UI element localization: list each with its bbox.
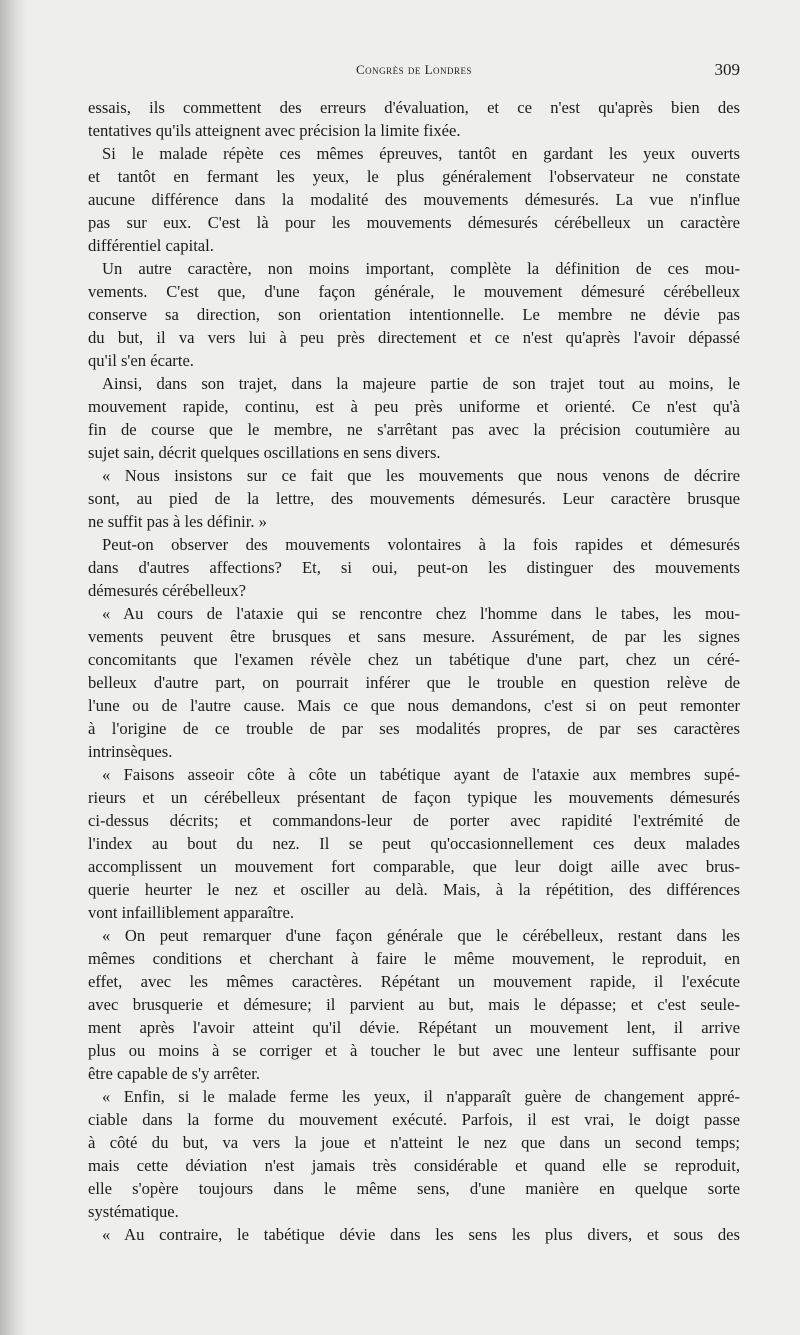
text-line: « Faisons asseoir côte à côte un tabétique ayant de l'ataxie aux membres supé-	[102, 765, 740, 784]
text-line: ci-dessus décrits; et commandons-leur de porter avec rapidité l'extrémité de	[88, 811, 740, 830]
text-line: « Au cours de l'ataxie qui se rencontre chez l'homme dans le tabes, les mou-	[102, 604, 740, 623]
text-line: plus ou moins à se corriger et à toucher le but avec une lenteur suffisante pour	[88, 1041, 740, 1060]
text-line: et tantôt en fermant les yeux, le plus généralement l'observateur ne constate	[88, 167, 740, 186]
text-line: du but, il va vers lui à peu près directement et ce n'est qu'après l'avoir dépassé	[88, 328, 740, 347]
paragraph	[88, 257, 740, 372]
text-line: intrinsèques.	[88, 742, 173, 761]
text-line: Un autre caractère, non moins important, complète la définition de ces mou-	[102, 259, 740, 278]
text-line: aucune différence dans la modalité des mouvements démesurés. La vue n'influe	[88, 190, 740, 209]
text-line: vements. C'est que, d'une façon générale, le mouvement démesuré cérébelleux	[88, 282, 740, 301]
text-line: l'index au bout du nez. Il se peut qu'occasionnellement ces deux malades	[88, 834, 740, 853]
text-line: essais, ils commettent des erreurs d'évaluation, et ce n'est qu'après bien des	[88, 98, 740, 117]
text-line: querie heurter le nez et osciller au delà. Mais, à la répétition, des différences	[88, 880, 740, 899]
text-line: « Au contraire, le tabétique dévie dans les sens les plus divers, et sous des	[102, 1225, 740, 1244]
text-line: accomplissent un mouvement fort comparable, que leur doigt aille avec brus-	[88, 857, 740, 876]
text-line: démesurés cérébelleux?	[88, 581, 247, 600]
text-line: mêmes conditions et cherchant à faire le même mouvement, le reproduit, en	[88, 949, 740, 968]
text-line: « On peut remarquer d'une façon générale que le cérébelleux, restant dans les	[102, 926, 740, 945]
paragraph	[88, 142, 740, 257]
text-line: avec brusquerie et démesure; il parvient au but, mais le dépasse; et c'est seule-	[88, 995, 740, 1014]
text-line: l'une ou de l'autre cause. Mais ce que nous demandons, c'est si on peut remonter	[88, 696, 740, 715]
text-line: effet, avec les mêmes caractères. Répétant un mouvement rapide, il l'exécute	[88, 972, 740, 991]
paragraph	[88, 763, 740, 924]
text-line: mais cette déviation n'est jamais très considérable et quand elle se reproduit,	[88, 1156, 740, 1175]
text-line: tentatives qu'ils atteignent avec précision la limite fixée.	[88, 121, 461, 140]
paragraph	[88, 96, 740, 142]
text-line: à côté du but, va vers la joue et n'atteint le nez que dans un second temps;	[88, 1133, 740, 1152]
text-line: vont infailliblement apparaître.	[88, 903, 294, 922]
paragraph	[88, 372, 740, 464]
text-line: ciable dans la forme du mouvement exécuté. Parfois, il est vrai, le doigt passe	[88, 1110, 740, 1129]
text-line: Peut-on observer des mouvements volontaires à la fois rapides et démesurés	[102, 535, 740, 554]
text-line: être capable de s'y arrêter.	[88, 1064, 261, 1083]
text-line: ne suffit pas à les définir. »	[88, 512, 267, 531]
text-line: différentiel capital.	[88, 236, 214, 255]
text-line: vements peuvent être brusques et sans mesure. Assurément, de par les signes	[88, 627, 740, 646]
text-line: systématique.	[88, 1202, 179, 1221]
text-line: qu'il s'en écarte.	[88, 351, 194, 370]
page-header	[88, 60, 740, 82]
paragraph	[88, 924, 740, 1085]
text-line: sont, au pied de la lettre, des mouvements démesurés. Leur caractère brusque	[88, 489, 740, 508]
text-line: à l'origine de ce trouble de par ses modalités propres, de par ses caractères	[88, 719, 740, 738]
paragraph	[88, 464, 740, 533]
text-line: elle s'opère toujours dans le même sens, d'une manière en quelque sorte	[88, 1179, 740, 1198]
text-line: dans d'autres affections? Et, si oui, peut-on les distinguer des mouvements	[88, 558, 740, 577]
text-line: « Enfin, si le malade ferme les yeux, il n'apparaît guère de changement appré-	[102, 1087, 740, 1106]
text-line: rieurs et un cérébelleux présentant de façon typique les mouvements démesurés	[88, 788, 740, 807]
text-line: belleux d'autre part, on pourrait inférer que le trouble en question relève de	[88, 673, 740, 692]
text-line: pas sur eux. C'est là pour les mouvements démesurés cérébelleux un caractère	[88, 213, 740, 232]
text-line: mouvement rapide, continu, est à peu près uniforme et orienté. Ce n'est qu'à	[88, 397, 740, 416]
text-line: conserve sa direction, son orientation intentionnelle. Le membre ne dévie pas	[88, 305, 740, 324]
paragraph	[88, 602, 740, 763]
text-line: Ainsi, dans son trajet, dans la majeure partie de son trajet tout au moins, le	[102, 374, 740, 393]
body-text	[88, 96, 740, 1246]
page-number: 309	[714, 60, 740, 79]
text-line: sujet sain, décrit quelques oscillations en sens divers.	[88, 443, 441, 462]
text-line: Si le malade répète ces mêmes épreuves, tantôt en gardant les yeux ouverts	[102, 144, 740, 163]
text-line: ment après l'avoir atteint qu'il dévie. Répétant un mouvement lent, il arrive	[88, 1018, 740, 1037]
text-line: concomitants que l'examen révèle chez un tabétique d'une part, chez un céré-	[88, 650, 740, 669]
paragraph	[88, 1085, 740, 1223]
text-line: « Nous insistons sur ce fait que les mouvements que nous venons de décrire	[102, 466, 740, 485]
paragraph	[88, 1223, 740, 1246]
scan-edge-shadow	[0, 0, 26, 1335]
paragraph	[88, 533, 740, 602]
text-line: fin de course que le membre, ne s'arrêtant pas avec la précision coutumière au	[88, 420, 740, 439]
running-title: Congrès de Londres	[355, 62, 473, 77]
